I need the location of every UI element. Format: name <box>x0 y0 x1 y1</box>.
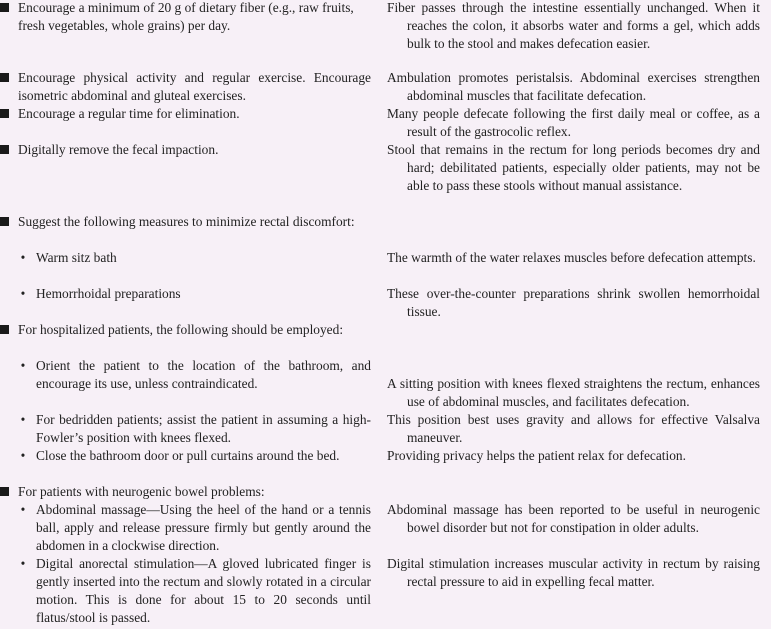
table-row <box>0 141 771 195</box>
action-cell <box>0 69 371 105</box>
rationale-text: Providing privacy helps the patient relax for defecation. <box>387 448 686 463</box>
action-cell <box>0 0 371 53</box>
action-cell <box>0 321 371 339</box>
action-text: Suggest the following measures to minimize rectal discomfort: <box>18 214 355 229</box>
sub-action-text: Orient the patient to the location of the bathroom, and encourage its use, unless contraindicated. <box>36 358 371 391</box>
action-text: For hospitalized patients, the following should be employed: <box>18 322 344 337</box>
sub-action-text: Warm sitz bath <box>36 250 117 265</box>
table-row <box>0 285 771 321</box>
action-cell <box>0 249 371 267</box>
square-bullet-icon <box>0 217 9 226</box>
table-row <box>0 213 771 231</box>
sub-item <box>18 285 371 303</box>
action-cell <box>0 411 371 447</box>
sub-item <box>18 447 371 465</box>
table-row <box>0 555 771 627</box>
rationale-text: Ambulation promotes peristalsis. Abdominal exercises strengthen abdominal muscles that facilitate defecation. <box>387 70 760 103</box>
bullet-dot-icon: • <box>20 502 26 517</box>
sub-action-text: Digital anorectal stimulation—A gloved lubricated finger is gently inserted into the rectum and slowly rotated in a circular motion. This is done for about 15 to 20 seconds until flatus/stool is passed. <box>36 556 371 625</box>
rationale-text: Digital stimulation increases muscular activity in rectum by raising rectal pressure to aid in expelling fecal matter. <box>387 556 760 589</box>
bullet-dot-icon: • <box>20 556 26 571</box>
rationale-text: Many people defecate following the first daily meal or coffee, as a result of the gastrocolic reflex. <box>387 106 760 139</box>
action-text: For patients with neurogenic bowel problems: <box>18 484 265 499</box>
rationale-text: This position best uses gravity and allows for effective Valsalva maneuver. <box>387 412 760 445</box>
sub-action-text: Hemorrhoidal preparations <box>36 286 181 301</box>
square-bullet-icon <box>0 145 9 154</box>
rationale-text: Stool that remains in the rectum for long periods becomes dry and hard; debilitated patients, especially older patients, may not be able to pass these stools without manual assistance. <box>387 142 760 193</box>
rationale-text: These over-the-counter preparations shrink swollen hemorrhoidal tissue. <box>387 286 760 319</box>
action-cell <box>0 447 371 465</box>
action-cell <box>0 483 371 501</box>
square-bullet-icon <box>0 325 9 334</box>
rationale-text: Abdominal massage has been reported to be useful in neurogenic bowel disorder but not for constipation in older adults. <box>387 502 760 535</box>
action-cell <box>0 501 371 555</box>
sub-action-text: For bedridden patients; assist the patient in assuming a high-Fowler’s position with knees flexed. <box>36 412 371 445</box>
table-row <box>0 501 771 555</box>
sub-action-text: Abdominal massage—Using the heel of the hand or a tennis ball, apply and release pressure firmly but gently around the abdomen in a clockwise direction. <box>36 502 371 553</box>
table-row <box>0 69 771 105</box>
table-row <box>0 0 771 53</box>
square-bullet-icon <box>0 109 9 118</box>
sub-item <box>18 555 371 627</box>
square-bullet-icon <box>0 3 9 12</box>
square-bullet-icon <box>0 487 9 496</box>
action-cell <box>0 285 371 321</box>
table-row <box>0 105 771 141</box>
sub-item <box>18 501 371 555</box>
table-row <box>0 357 771 411</box>
rationale-text: A sitting position with knees flexed straightens the rectum, enhances use of abdominal muscles, and facilitates defecation. <box>387 376 760 409</box>
action-text: Digitally remove the fecal impaction. <box>18 142 219 157</box>
table-row <box>0 483 771 501</box>
bullet-dot-icon: • <box>20 286 26 301</box>
sub-action-text: Close the bathroom door or pull curtains around the bed. <box>36 448 340 463</box>
bullet-dot-icon: • <box>20 448 26 463</box>
table-row <box>0 447 771 465</box>
action-cell <box>0 105 371 141</box>
bullet-dot-icon: • <box>20 358 26 373</box>
action-cell <box>0 213 371 231</box>
action-text: Encourage a minimum of 20 g of dietary fiber (e.g., raw fruits, fresh vegetables, whole grains) per day. <box>18 0 354 33</box>
bullet-dot-icon: • <box>20 412 26 427</box>
square-bullet-icon <box>0 73 9 82</box>
rationale-text: Fiber passes through the intestine essentially unchanged. When it reaches the colon, it absorbs water and forms a gel, which adds bulk to the stool and makes defecation easier. <box>387 0 760 51</box>
rationale-text: The warmth of the water relaxes muscles before defecation attempts. <box>387 250 756 265</box>
action-text: Encourage a regular time for elimination. <box>18 106 240 121</box>
table-row <box>0 411 771 447</box>
action-cell <box>0 357 371 411</box>
action-cell <box>0 555 371 627</box>
table-row <box>0 321 771 339</box>
bullet-dot-icon: • <box>20 250 26 265</box>
action-text: Encourage physical activity and regular exercise. Encourage isometric abdominal and gluteal exercises. <box>18 70 371 103</box>
sub-item <box>18 411 371 447</box>
sub-item <box>18 357 371 393</box>
action-cell <box>0 141 371 195</box>
sub-item <box>18 249 371 267</box>
table-row <box>0 249 771 267</box>
